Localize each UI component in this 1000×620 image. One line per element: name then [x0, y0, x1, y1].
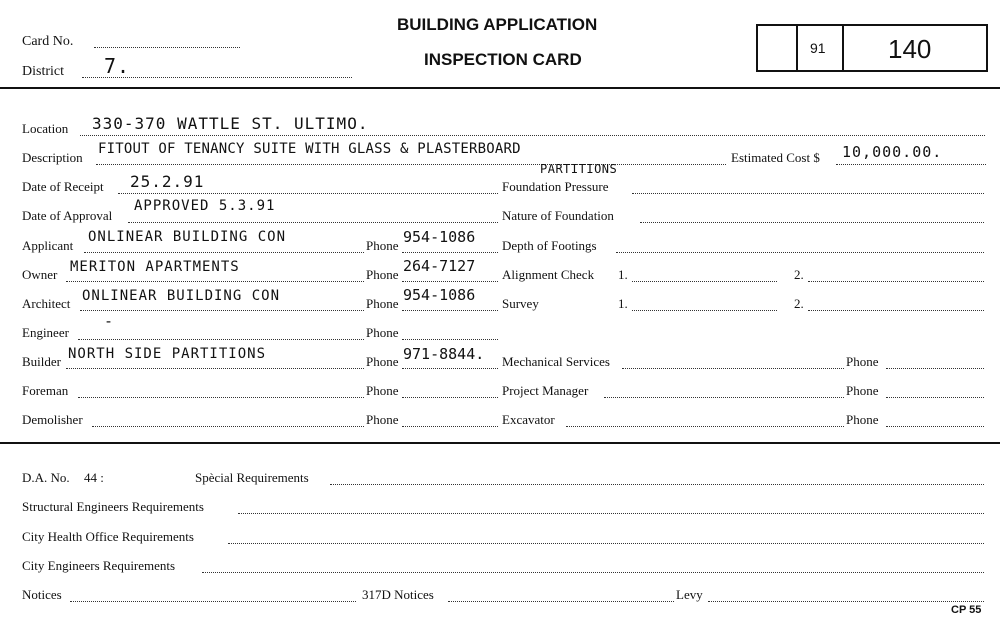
demolisher-phone-field[interactable] — [402, 426, 498, 427]
depth-footings-field[interactable] — [616, 252, 984, 253]
levy-label: Levy — [676, 587, 703, 602]
excavator-phone-label: Phone — [846, 412, 879, 427]
applicant-phone-field[interactable] — [402, 252, 498, 253]
architect-phone-label: Phone — [366, 296, 399, 311]
applicant-field[interactable] — [84, 252, 364, 253]
architect-field[interactable] — [80, 310, 364, 311]
builder-phone-field[interactable] — [402, 368, 498, 369]
district-label: District — [22, 64, 64, 79]
estimated-cost-field[interactable] — [836, 164, 986, 165]
engineer-field[interactable] — [78, 339, 364, 340]
date-approval-value: APPROVED 5.3.91 — [134, 198, 276, 214]
owner-label: Owner — [22, 267, 58, 282]
city-engineers-field[interactable] — [202, 572, 984, 573]
architect-phone-value: 954-1086 — [403, 286, 476, 304]
engineer-phone-field[interactable] — [402, 339, 498, 340]
notices-field[interactable] — [70, 601, 356, 602]
applicant-phone-value: 954-1086 — [403, 228, 476, 246]
owner-phone-label: Phone — [366, 267, 399, 282]
applicant-label: Applicant — [22, 238, 74, 253]
applicant-phone-label: Phone — [366, 238, 399, 253]
project-manager-field[interactable] — [604, 397, 844, 398]
demolisher-field[interactable] — [92, 426, 364, 427]
form-code: CP 55 — [951, 604, 982, 616]
survey-num-1: 1. — [618, 296, 628, 311]
levy-field[interactable] — [708, 601, 984, 602]
notices-317d-label: 317D Notices — [362, 587, 434, 602]
builder-label: Builder — [22, 354, 61, 369]
card-no-field[interactable] — [94, 47, 240, 48]
builder-phone-value: 971-8844. — [403, 345, 485, 363]
foreman-phone-label: Phone — [366, 383, 399, 398]
engineer-label: Engineer — [22, 325, 69, 340]
special-requirements-label: Spècial Requirements — [195, 470, 309, 485]
title-line-1: BUILDING APPLICATION — [397, 15, 598, 34]
city-engineers-label: City Engineers Requirements — [22, 558, 176, 573]
nature-foundation-label: Nature of Foundation — [502, 208, 614, 223]
description-value-2: PARTITIONS — [540, 162, 618, 176]
da-label: D.A. No. — [22, 470, 70, 485]
survey-field-1[interactable] — [632, 310, 777, 311]
nature-foundation-field[interactable] — [640, 222, 984, 223]
health-label: City Health Office Requirements — [22, 529, 194, 544]
mechanical-phone-label: Phone — [846, 354, 879, 369]
district-value: 7. — [104, 54, 131, 78]
project-manager-label: Project Manager — [502, 383, 589, 398]
alignment-check-label: Alignment Check — [502, 267, 595, 282]
notices-label: Notices — [22, 587, 62, 602]
special-requirements-field[interactable] — [330, 484, 984, 485]
foundation-pressure-label: Foundation Pressure — [502, 179, 609, 194]
survey-field-2[interactable] — [808, 310, 984, 311]
excavator-label: Excavator — [502, 412, 555, 427]
description-value: FITOUT OF TENANCY SUITE WITH GLASS & PLASTERBOARD — [98, 141, 521, 157]
date-receipt-value: 25.2.91 — [130, 172, 205, 191]
foreman-phone-field[interactable] — [402, 397, 498, 398]
description-label: Description — [22, 150, 83, 165]
card-number-box — [756, 24, 988, 72]
location-label: Location — [22, 121, 69, 136]
depth-footings-label: Depth of Footings — [502, 238, 597, 253]
owner-field[interactable] — [66, 281, 364, 282]
project-manager-phone-field[interactable] — [886, 397, 984, 398]
location-value: 330-370 WATTLE ST. ULTIMO. — [92, 114, 369, 133]
notices-317d-field[interactable] — [448, 601, 674, 602]
foreman-label: Foreman — [22, 383, 69, 398]
architect-label: Architect — [22, 296, 71, 311]
builder-field[interactable] — [66, 368, 364, 369]
builder-phone-label: Phone — [366, 354, 399, 369]
title-line-2: INSPECTION CARD — [424, 50, 582, 69]
date-approval-field[interactable] — [128, 222, 498, 223]
survey-num-2: 2. — [794, 296, 804, 311]
architect-phone-field[interactable] — [402, 310, 498, 311]
owner-value: MERITON APARTMENTS — [70, 259, 240, 275]
demolisher-label: Demolisher — [22, 412, 83, 427]
excavator-field[interactable] — [566, 426, 844, 427]
owner-phone-field[interactable] — [402, 281, 498, 282]
alignment-num-2: 2. — [794, 267, 804, 282]
health-field[interactable] — [228, 543, 984, 544]
applicant-value: ONLINEAR BUILDING CON — [88, 229, 287, 245]
mechanical-phone-field[interactable] — [886, 368, 984, 369]
section-divider — [0, 442, 1000, 444]
builder-value: NORTH SIDE PARTITIONS — [68, 346, 267, 362]
structural-label: Structural Engineers Requirements — [22, 499, 204, 514]
date-receipt-label: Date of Receipt — [22, 179, 104, 194]
description-field[interactable] — [96, 164, 726, 165]
owner-phone-value: 264-7127 — [403, 257, 476, 275]
excavator-phone-field[interactable] — [886, 426, 984, 427]
survey-label: Survey — [502, 296, 539, 311]
estimated-cost-label: Estimated Cost $ — [731, 150, 820, 165]
architect-value: ONLINEAR BUILDING CON — [82, 288, 281, 304]
da-value: 44 : — [84, 470, 104, 485]
mechanical-label: Mechanical Services — [502, 354, 610, 369]
card-number: 140 — [888, 34, 932, 64]
foreman-field[interactable] — [78, 397, 364, 398]
header-divider — [0, 87, 1000, 89]
alignment-field-2[interactable] — [808, 281, 984, 282]
card-no-label: Card No. — [22, 34, 74, 49]
alignment-field-1[interactable] — [632, 281, 777, 282]
alignment-num-1: 1. — [618, 267, 628, 282]
engineer-phone-label: Phone — [366, 325, 399, 340]
mechanical-field[interactable] — [622, 368, 844, 369]
demolisher-phone-label: Phone — [366, 412, 399, 427]
engineer-value: - — [104, 312, 115, 330]
location-field[interactable] — [80, 135, 985, 136]
date-approval-label: Date of Approval — [22, 208, 113, 223]
foundation-pressure-field[interactable] — [632, 193, 984, 194]
estimated-cost-value: 10,000.00. — [842, 143, 943, 161]
project-manager-phone-label: Phone — [846, 383, 879, 398]
card-year: 91 — [810, 40, 826, 56]
structural-field[interactable] — [238, 513, 984, 514]
date-receipt-field[interactable] — [118, 193, 498, 194]
